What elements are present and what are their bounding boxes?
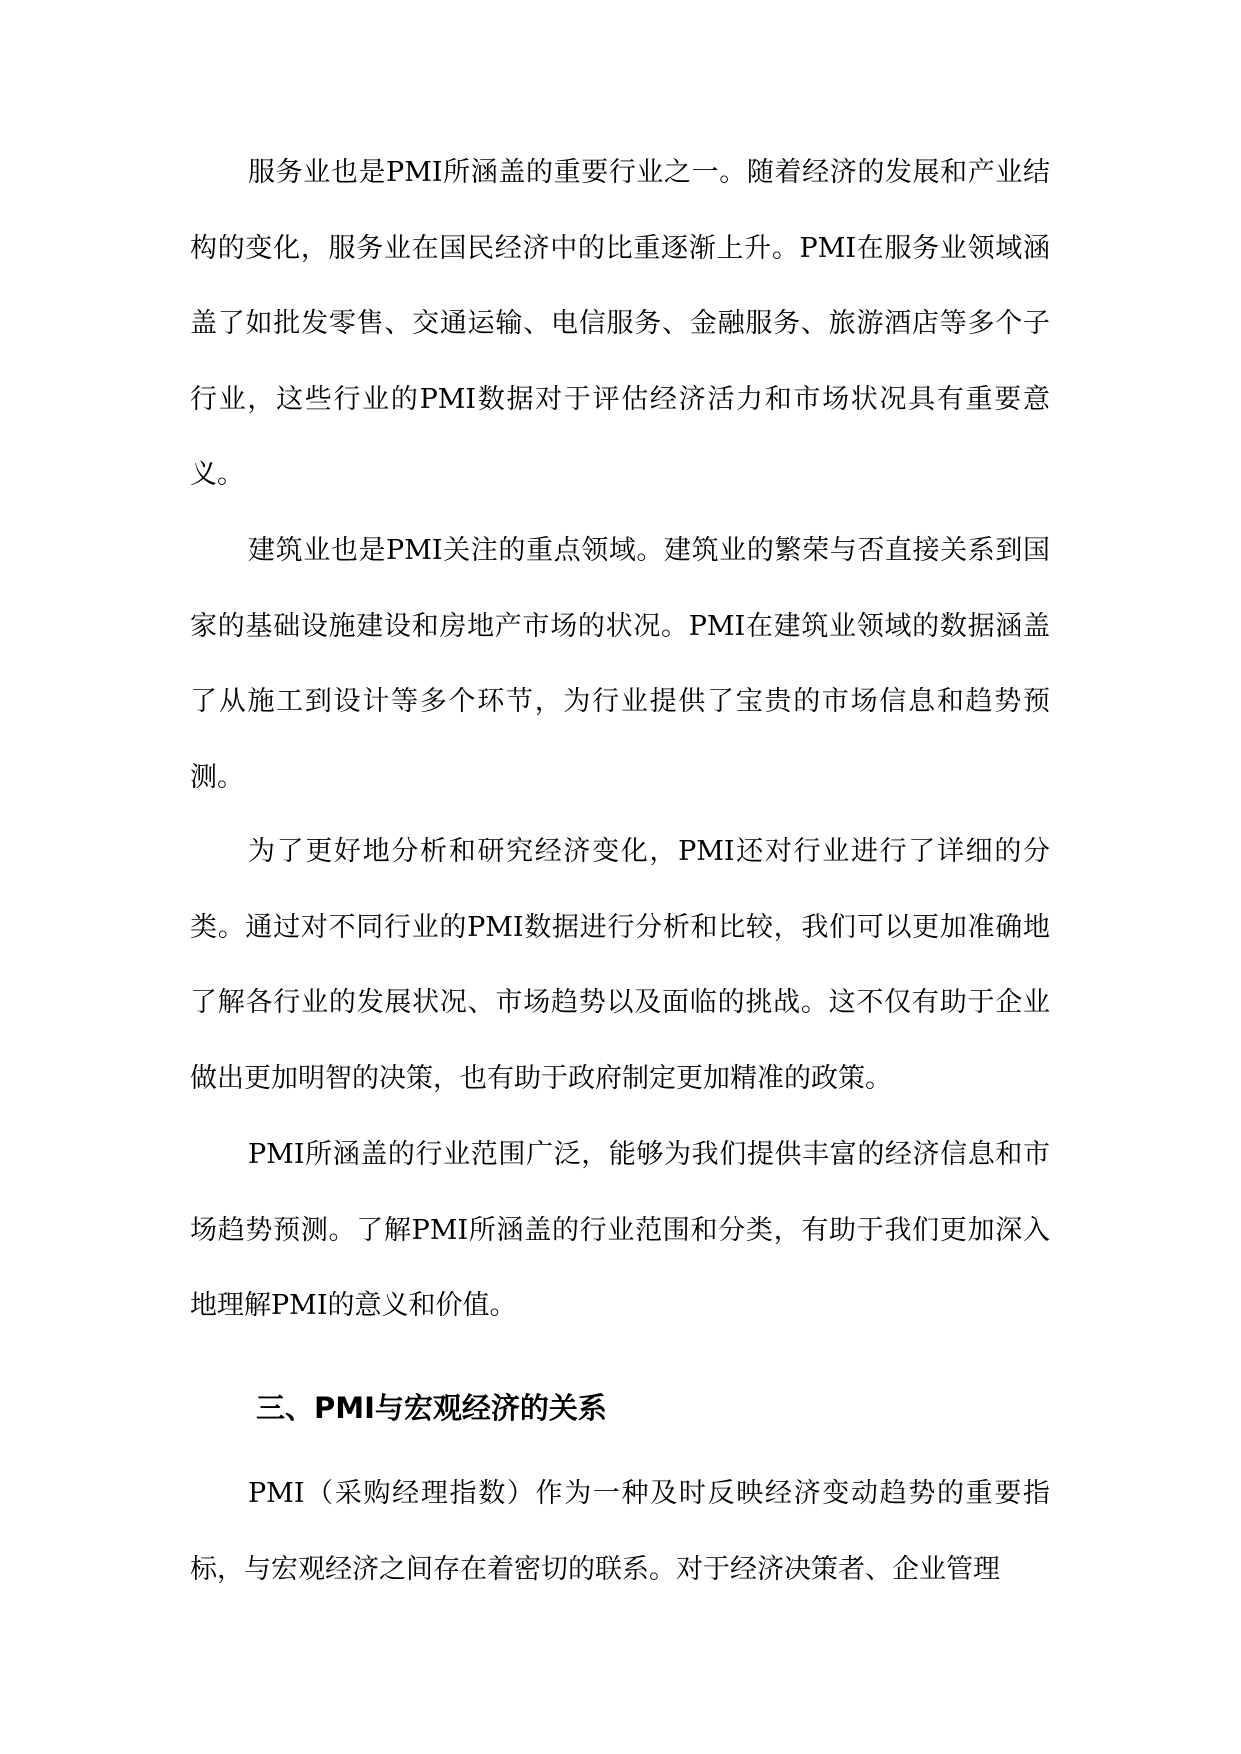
section-heading: 三、PMI与宏观经济的关系 bbox=[256, 1391, 607, 1425]
paragraph-services: 服务业也是PMI所涵盖的重要行业之一。随着经济的发展和产业结构的变化，服务业在国民经济中的比重逐渐上升。PMI在服务业领域涵盖了如批发零售、交通运输、电信服务、金融服务、旅游酒店等多个子行业，这些行业的PMI数据对于评估经济活力和市场状况具有重要意义。 bbox=[190, 157, 1050, 490]
paragraph-summary: PMI所涵盖的行业范围广泛，能够为我们提供丰富的经济信息和市场趋势预测。了解PMI所涵盖的行业范围和分类，有助于我们更加深入地理解PMI的意义和价值。 bbox=[190, 1139, 1050, 1321]
paragraph-pmi-macro: PMI（采购经理指数）作为一种及时反映经济变动趋势的重要指标，与宏观经济之间存在着密切的联系。对于经济决策者、企业管理 bbox=[190, 1478, 1050, 1585]
paragraph-construction: 建筑业也是PMI关注的重点领域。建筑业的繁荣与否直接关系到国家的基础设施建设和房地产市场的状况。PMI在建筑业领域的数据涵盖了从施工到设计等多个环节，为行业提供了宝贵的市场信息和趋势预测。 bbox=[190, 535, 1050, 793]
paragraph-classification: 为了更好地分析和研究经济变化，PMI还对行业进行了详细的分类。通过对不同行业的PMI数据进行分析和比较，我们可以更加准确地了解各行业的发展状况、市场趋势以及面临的挑战。这不仅有助于企业做出更加明智的决策，也有助于政府制定更加精准的政策。 bbox=[190, 836, 1050, 1094]
